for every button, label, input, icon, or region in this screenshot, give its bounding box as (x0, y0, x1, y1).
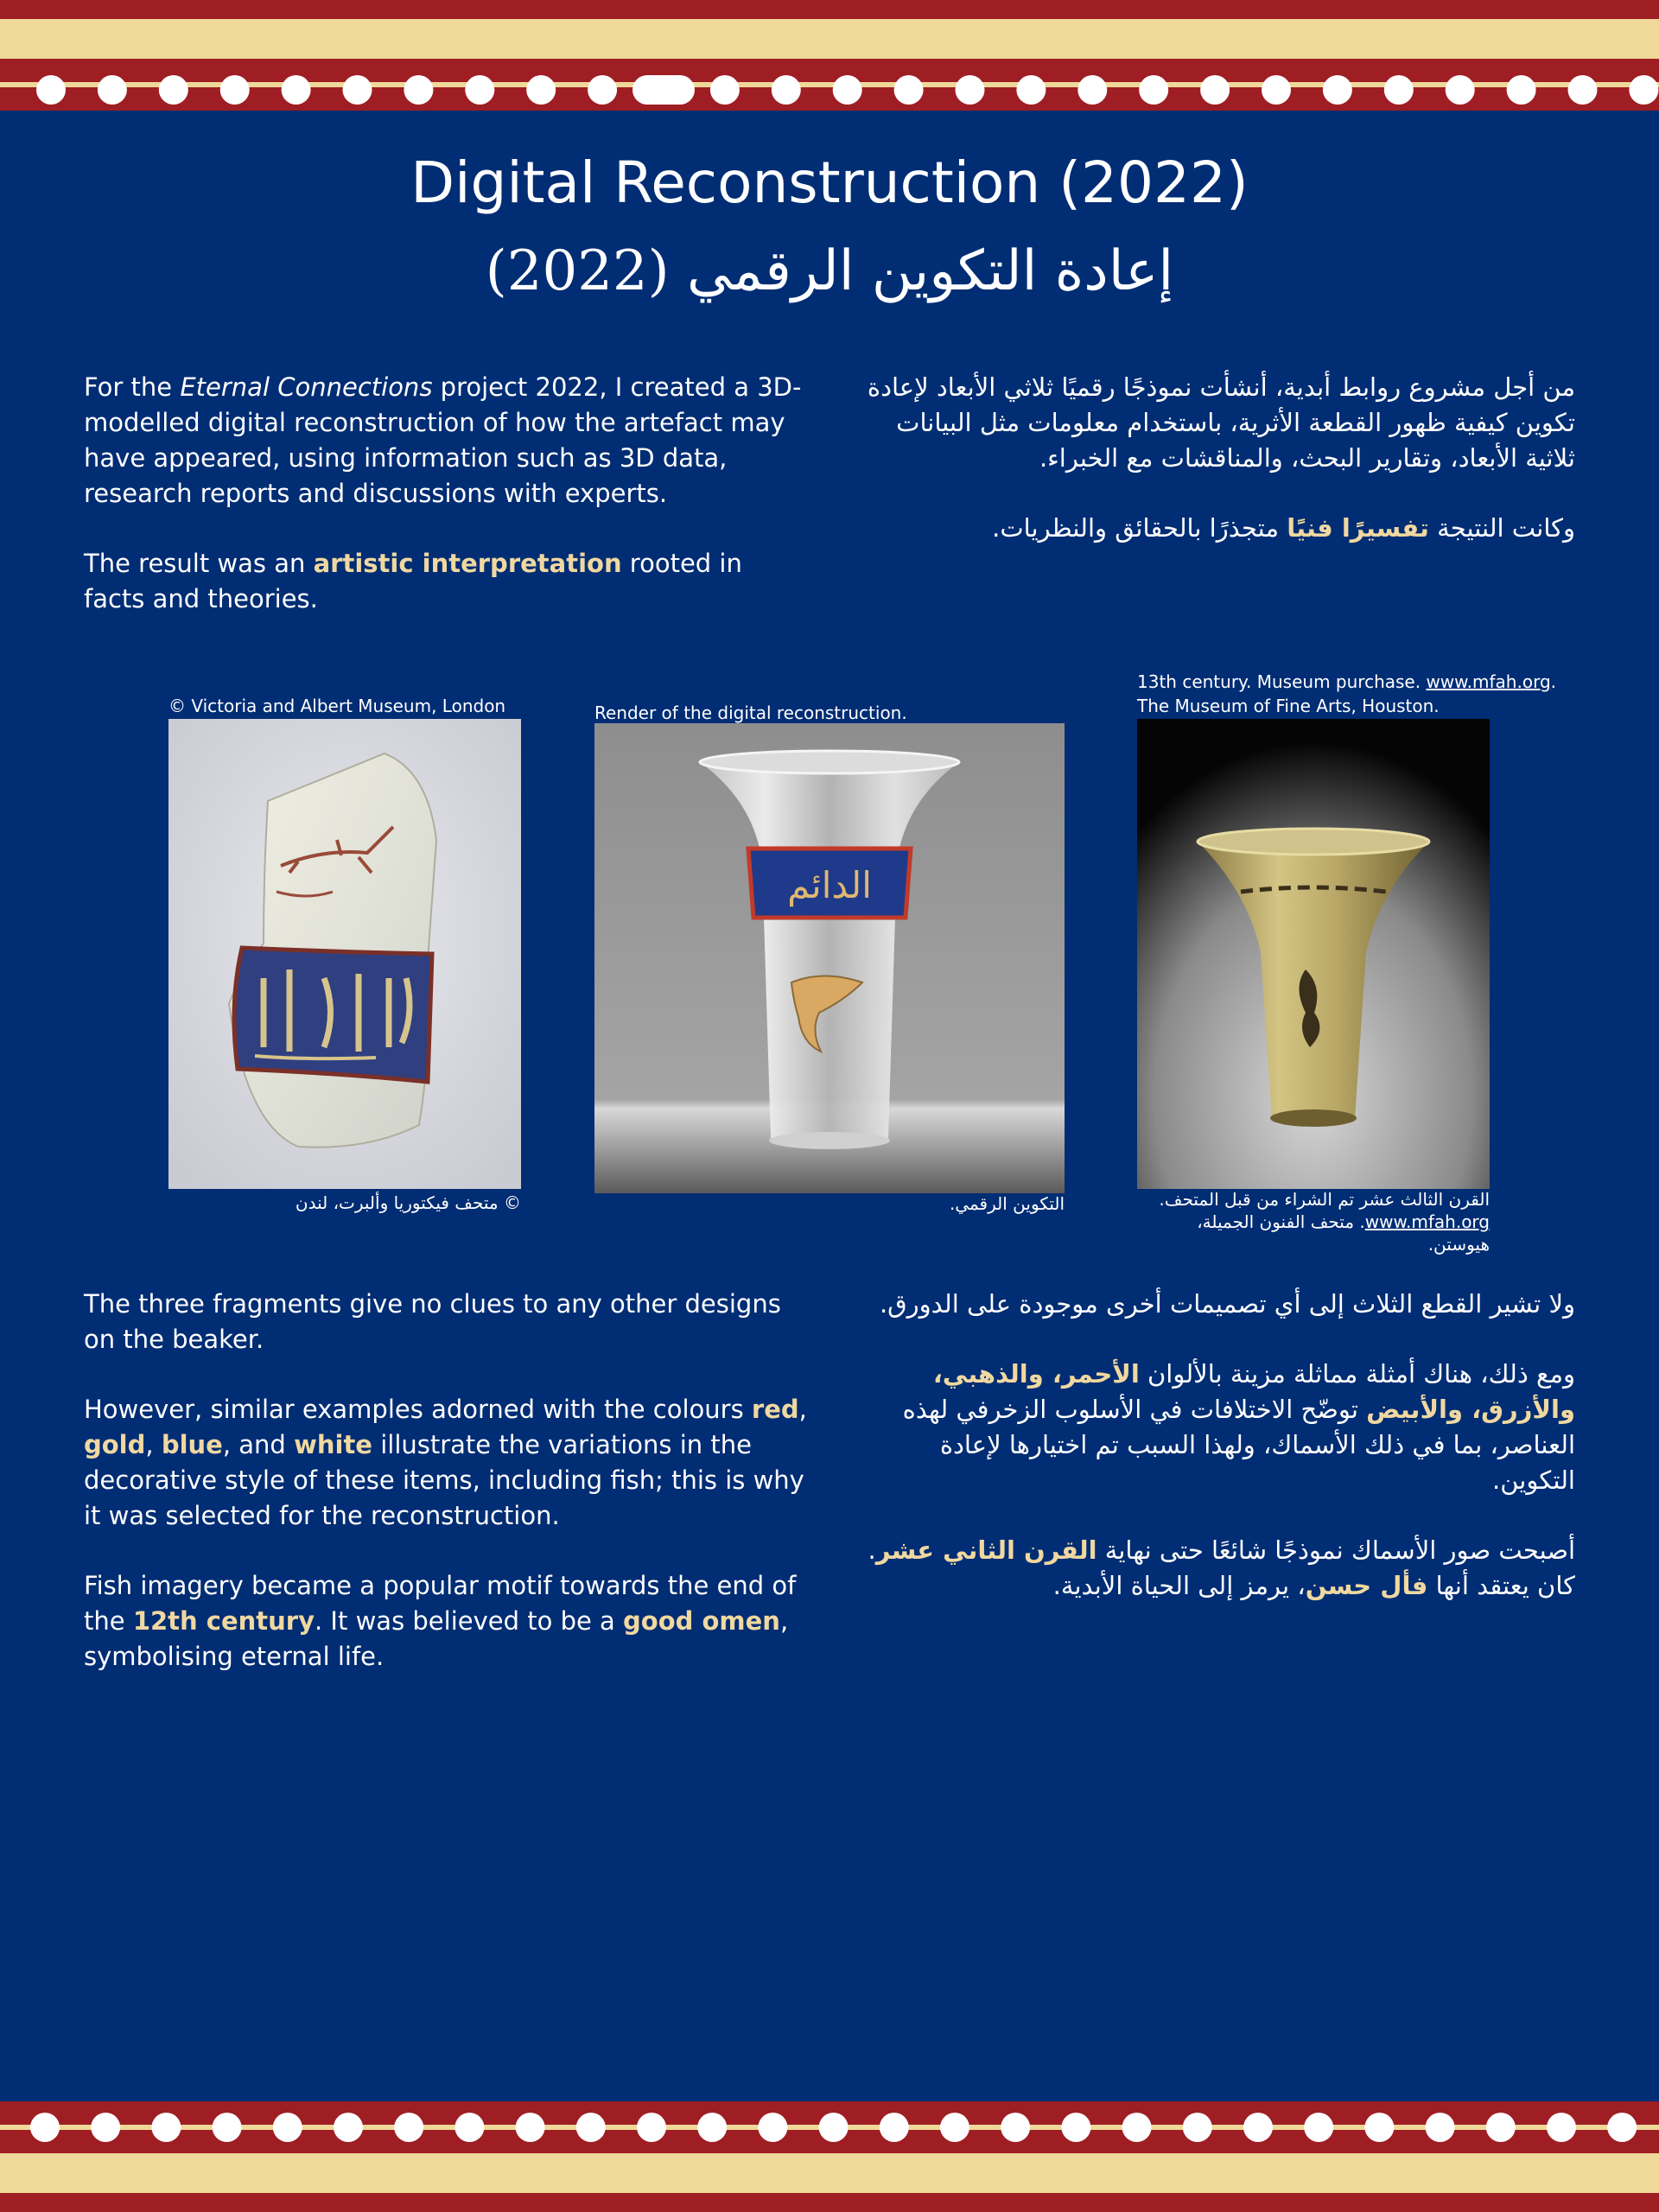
bottom-dot-row (0, 2112, 1659, 2143)
mfah-link-arabic[interactable]: www.mfah.org (1364, 1211, 1490, 1232)
highlight-12th-century-ar: القرن الثاني عشر (875, 1535, 1097, 1565)
highlight-good-omen: good omen (623, 1606, 780, 1636)
border-dot (526, 75, 556, 105)
border-dot (220, 75, 250, 105)
border-dot (956, 75, 985, 105)
mfah-link[interactable]: www.mfah.org (1426, 671, 1551, 692)
border-dot (282, 75, 311, 105)
highlight-blue: blue (161, 1430, 223, 1459)
border-dot (1486, 2113, 1516, 2142)
highlight-artistic-interpretation: artistic interpretation (313, 549, 622, 578)
border-dot (697, 2113, 727, 2142)
highlight-red: red (751, 1395, 799, 1424)
project-name: Eternal Connections (180, 372, 433, 402)
border-dot (758, 2113, 787, 2142)
border-dot (1547, 2113, 1576, 2142)
border-dot (1323, 75, 1352, 105)
border-dot (894, 75, 924, 105)
border-dot (36, 75, 66, 105)
border-dot (710, 75, 740, 105)
fragment-caption-english: © Victoria and Albert Museum, London (168, 696, 506, 716)
border-dot (1426, 2113, 1455, 2142)
border-dot (1507, 75, 1536, 105)
intro-english (84, 370, 810, 652)
border-dot (404, 75, 433, 105)
border-dot (1243, 2113, 1273, 2142)
border-dot (394, 2113, 423, 2142)
highlight-colours-ar: الأحمر، والذهبي، والأزرق، والأبيض (932, 1359, 1575, 1424)
border-dot (1304, 2113, 1333, 2142)
border-dot (1568, 75, 1598, 105)
beaker-photo (1137, 719, 1490, 1189)
border-dot (1001, 2113, 1030, 2142)
intro-english-paragraph-1: For the Eternal Connections project 2022, I created a 3D-modelled digital reconstruction of how the artefact may have appeared, using information such as 3D data, research reports and discussions with experts. (84, 372, 802, 508)
border-dot (1446, 75, 1475, 105)
border-dot (772, 75, 801, 105)
border-dot (1200, 75, 1230, 105)
details-arabic (860, 1287, 1575, 1638)
border-dot (1122, 2113, 1152, 2142)
intro-arabic-paragraph-1: من أجل مشروع روابط أبدية، أنشأت نموذجًا رقميًا ثلاثي الأبعاد لإعادة تكوين كيفية ظهور القطعة الأثرية، باستخدام معلومات مثل البيانات ثلاثية الأبعاد، وتقارير البحث، والمناقشات مع الخبراء. (867, 372, 1575, 473)
border-dot (1629, 75, 1658, 105)
border-dot (588, 75, 617, 105)
border-dot (465, 75, 494, 105)
border-dot (98, 75, 127, 105)
border-dot (1607, 2113, 1637, 2142)
top-dot-row (0, 74, 1659, 105)
border-dot (940, 2113, 969, 2142)
intro-arabic (860, 370, 1575, 581)
border-dot (632, 75, 695, 105)
border-dot (576, 2113, 606, 2142)
border-dot (30, 2113, 60, 2142)
highlight-white: white (294, 1430, 372, 1459)
border-dot (213, 2113, 242, 2142)
details-english-paragraph-3: Fish imagery became a popular motif towards the end of the 12th century. It was believed to be a good omen, symbolising eternal life. (84, 1571, 797, 1671)
details-arabic-paragraph-2: ومع ذلك، هناك أمثلة مماثلة مزينة بالألوان الأحمر، والذهبي، والأزرق، والأبيض توضّح الاختلافات في الأسلوب الزخرفي لهذه العناصر، بما في ذلك الأسماك، ولهذا السبب تم اختيارها لإعادة التكوين. (902, 1359, 1575, 1495)
details-english-paragraph-1: The three fragments give no clues to any other designs on the beaker. (84, 1289, 781, 1354)
render-image (594, 723, 1065, 1193)
border-dot (516, 2113, 545, 2142)
intro-english-paragraph-2: The result was an artistic interpretation rooted in facts and theories. (84, 549, 742, 613)
render-caption-arabic: التكوين الرقمي. (949, 1193, 1065, 1214)
border-dot (273, 2113, 302, 2142)
highlight-gold: gold (84, 1430, 146, 1459)
details-english (84, 1287, 810, 1709)
details-english-paragraph-2: However, similar examples adorned with the colours red, gold, blue, and white illustrate the variations in the decorative style of these items, including fish; this is why it was selected for the reconstruction. (84, 1395, 807, 1530)
details-arabic-paragraph-3: أصبحت صور الأسماك نموذجًا شائعًا حتى نهاية القرن الثاني عشر. كان يعتقد أنها فأل حسن، يرمز إلى الحياة الأبدية. (868, 1535, 1575, 1600)
fragment-photo (168, 719, 521, 1189)
border-dot (343, 75, 372, 105)
border-dot (637, 2113, 666, 2142)
border-dot (159, 75, 188, 105)
border-dot (151, 2113, 181, 2142)
intro-arabic-paragraph-2: وكانت النتيجة تفسيرًا فنيًا متجذرًا بالحقائق والنظريات. (992, 513, 1575, 543)
border-dot (1077, 75, 1107, 105)
border-dot (833, 75, 862, 105)
beaker-caption-english: 13th century. Museum purchase. www.mfah.org. The Museum of Fine Arts, Houston. (1137, 671, 1557, 716)
render-band-inscription: الدائم (787, 864, 872, 906)
border-dot (1262, 75, 1291, 105)
border-dot (1061, 2113, 1090, 2142)
border-dot (1139, 75, 1168, 105)
border-dot (1183, 2113, 1212, 2142)
highlight-artistic-interpretation-ar: تفسيرًا فنيًا (1287, 513, 1429, 543)
fragment-caption-arabic: © متحف فيكتوريا وألبرت، لندن (295, 1192, 521, 1213)
render-caption-english: Render of the digital reconstruction. (594, 702, 907, 723)
top-decorative-border (0, 0, 1659, 111)
border-dot (819, 2113, 849, 2142)
border-dot (1364, 2113, 1394, 2142)
bottom-decorative-border (0, 2101, 1659, 2212)
border-dot (454, 2113, 484, 2142)
page-title-arabic: إعادة التكوين الرقمي (2022) (485, 239, 1174, 303)
details-arabic-paragraph-1: ولا تشير القطع الثلاث إلى أي تصميمات أخرى موجودة على الدورق. (879, 1289, 1575, 1319)
highlight-good-omen-ar: فأل حسن (1305, 1571, 1428, 1600)
beaker-caption-arabic: القرن الثالث عشر تم الشراء من قبل المتحف. www.mfah.org. متحف الفنون الجميلة، هيوستن. (1159, 1189, 1490, 1255)
border-dot (91, 2113, 120, 2142)
highlight-12th-century: 12th century (132, 1606, 315, 1636)
border-dot (334, 2113, 363, 2142)
border-dot (1384, 75, 1414, 105)
page-title-english: Digital Reconstruction (2022) (410, 149, 1249, 216)
border-dot (880, 2113, 909, 2142)
border-dot (1016, 75, 1046, 105)
